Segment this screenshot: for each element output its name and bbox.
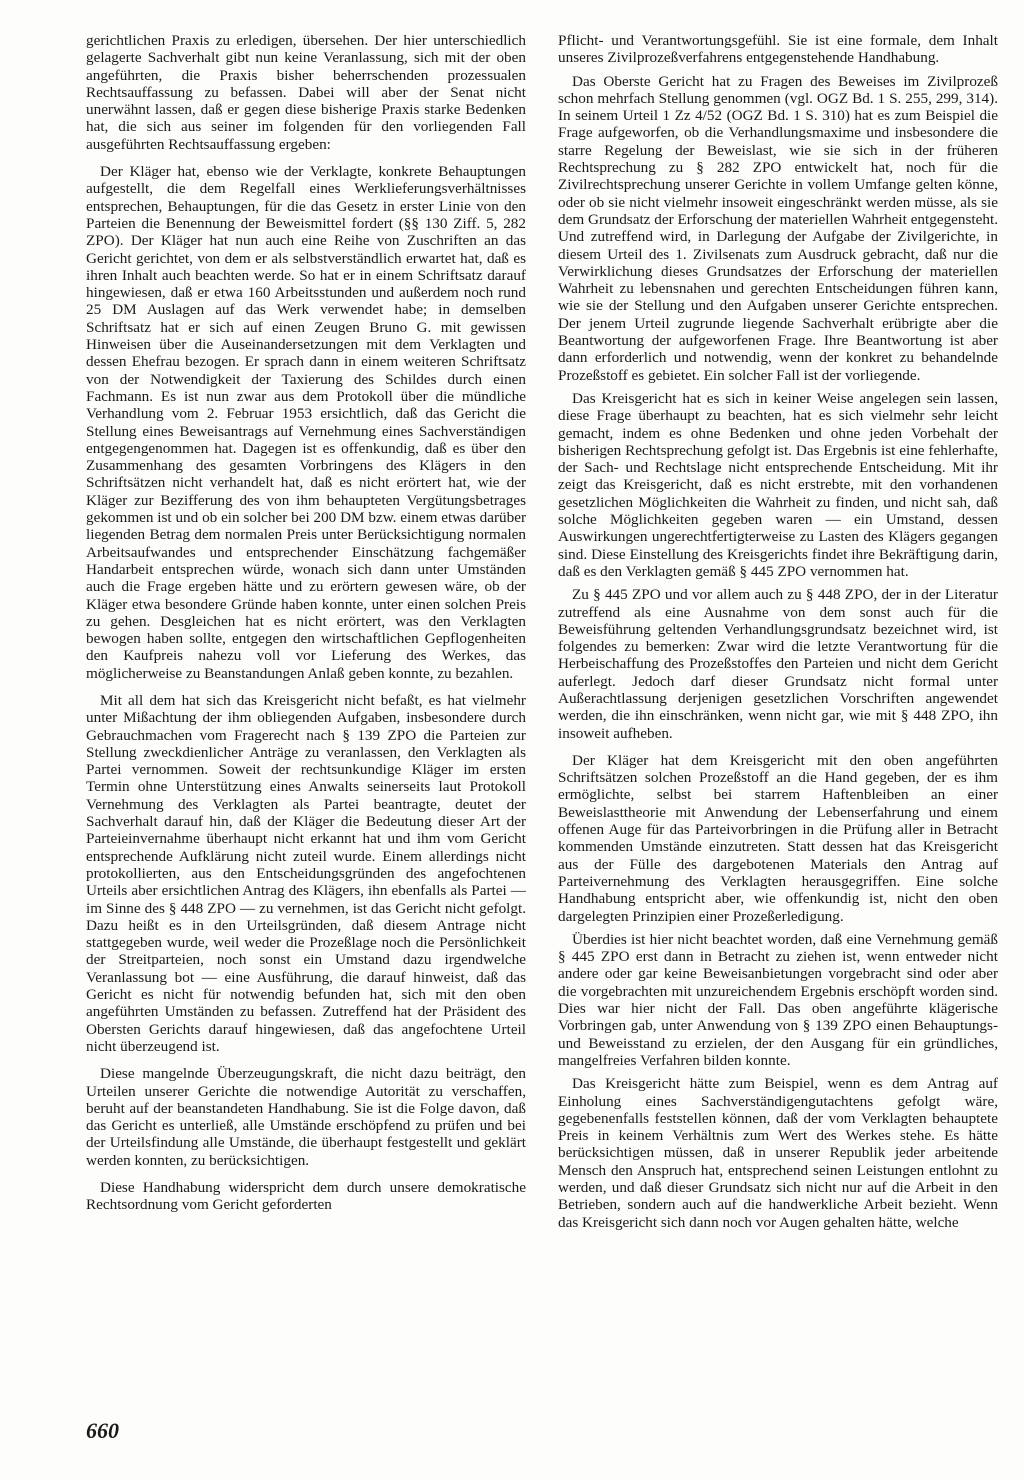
- right-text-column: [558, 32, 998, 1237]
- paragraph: gerichtlichen Praxis zu erledigen, übersehen. Der hier unterschiedlich gelagerte Sachverhalt gibt nun keine Veranlassung, sich mit der oben angeführten, die Praxis bisher beherrschenden prozessualen Rechtsauffassung zu befassen. Dabei will aber der Senat nicht unerwähnt lassen, daß er gegen diese bisherige Praxis starke Bedenken hat, die sich aus seiner im folgenden für den vorliegenden Fall ausgeführten Rechtsauffassung ergeben:: [86, 32, 526, 153]
- paragraph: Diese mangelnde Überzeugungskraft, die nicht dazu beiträgt, den Urteilen unserer Gerichte die notwendige Autorität zu verschaffen, beruht auf der beanstandeten Handhabung. Sie ist die Folge davon, daß das Gericht es unterließ, alle Umstände erschöpfend zu prüfen und bei der Urteilsfindung alle Umstände, die überhaupt festgestellt und geklärt werden konnten, zu berücksichtigen.: [86, 1065, 526, 1169]
- paragraph: Das Kreisgericht hat es sich in keiner Weise angelegen sein lassen, diese Frage überhaupt zu beachten, hat es sich vielmehr sehr leicht gemacht, indem es ohne Bedenken und ohne jeden Vorbehalt der bisherigen Rechtsprechung gefolgt ist. Das Ergebnis ist eine fehlerhafte, der Sach- und Rechtslage nicht entsprechende Entscheidung. Mit ihr zeigt das Kreisgericht, daß es nicht erstrebte, mit den vorhandenen gesetzlichen Möglichkeiten die Wahrheit zu finden, und nicht sah, daß solche Möglichkeiten gegeben waren — ein Umstand, dessen Auswirkungen ungerechtfertigterweise zu Lasten des Klägers gegangen sind. Diese Einstellung des Kreisgerichts findet ihre Bekräftigung darin, daß es den Verklagten gemäß § 445 ZPO vernommen hat.: [558, 389, 998, 580]
- page-number: 660: [86, 1418, 119, 1443]
- paragraph: Überdies ist hier nicht beachtet worden, daß eine Vernehmung gemäß § 445 ZPO erst dann in Betracht zu ziehen ist, wenn entweder nicht andere oder gar keine Beweisanbietungen vorgebracht sind oder aber die vorgebrachten mit unzureichendem Ergebnis erschöpft worden sind. Dies war hier nicht der Fall. Das oben angeführte klägerische Vorbringen gab, unter Anwendung von § 139 ZPO einen Behauptungs- und Beweisstand zu erzielen, der den Ausgang für ein gründliches, mangelfreies Verfahren bilden konnte.: [558, 930, 998, 1069]
- paragraph: Pflicht- und Verantwortungsgefühl. Sie ist eine formale, dem Inhalt unseres Zivilprozeßverfahrens entgegenstehende Handhabung.: [558, 32, 998, 67]
- paragraph: Zu § 445 ZPO und vor allem auch zu § 448 ZPO, der in der Literatur zutreffend als eine Ausnahme von dem sonst auch für die Beweisführung geltenden Verhandlungsgrundsatz bezeichnet wird, ist folgendes zu bemerken: Zwar wird die letzte Verantwortung für die Herbeischaffung des Prozeßstoffes den Parteien und nicht dem Gericht auferlegt. Jedoch darf dieser Grundsatz nicht formal unter Außerachtlassung derjenigen gesetzlichen Vorschriften angewendet werden, die ihn einschränken, wenn nicht gar, wie mit § 448 ZPO, ihn insoweit aufheben.: [558, 586, 998, 742]
- paragraph: Diese Handhabung widerspricht dem durch unsere demokratische Rechtsordnung vom Gericht geforderten: [86, 1179, 526, 1214]
- paragraph: Mit all dem hat sich das Kreisgericht nicht befaßt, es hat vielmehr unter Mißachtung der ihm obliegenden Aufgaben, insbesondere durch Gebrauchmachen vom Fragerecht nach § 139 ZPO die Parteien zur Stellung zweckdienlicher Anträge zu veranlassen, den Verklagten als Partei vernommen. Soweit der rechtsunkundige Kläger im ersten Termin ohne Unterstützung eines Anwalts seinerseits laut Protokoll Vernehmung des Verklagten als Partei beantragte, deutet der Sachverhalt darauf hin, daß der Kläger die Bedeutung dieser Art der Parteieinvernahme überhaupt nicht erkannt hat und ihm vom Gericht entsprechende Aufklärung nicht zuteil wurde. Einem allerdings nicht protokollierten, aus den Entscheidungsgründen des angefochtenen Urteils aber ersichtlichen Antrag des Klägers, ihn ebenfalls als Partei — im Sinne des § 448 ZPO — zu vernehmen, ist das Gericht nicht gefolgt. Dazu heißt es in den Urteilsgründen, daß diesem Antrage nicht stattgegeben wurde, weil weder die Prozeßlage noch die Persönlichkeit der Streitparteien, noch sonst ein Umstand dazu irgendwelche Veranlassung bot — eine Ausführung, die darauf hinweist, daß das Gericht es nicht für notwendig befunden hat, sich mit den oben angeführten Umständen zu befassen. Zutreffend hat der Präsident des Obersten Gerichts darauf hingewiesen, daß das angefochtene Urteil nicht überzeugend ist.: [86, 691, 526, 1055]
- paragraph: Der Kläger hat, ebenso wie der Verklagte, konkrete Behauptungen aufgestellt, die dem Regelfall eines Werklieferungsverhältnisses entsprechen, Behauptungen, für die das Gesetz in erster Linie von den Parteien die Benennung der Beweismittel fordert (§§ 130 Ziff. 5, 282 ZPO). Der Kläger hat nun auch eine Reihe von Zuschriften an das Gericht gerichtet, von dem er als selbstverständlich erwartet hat, daß es ihren Inhalt auch beachten werde. So hat er in einem Schriftsatz darauf hingewiesen, daß er etwa 160 Arbeitsstunden und außerdem noch rund 25 DM Auslagen auf das Werk verwendet habe; in demselben Schriftsatz hat er sich auf einen Zeugen Bruno G. mit gewissen Hinweisen über die Auseinandersetzungen mit dem Verklagten und dessen Ehefrau bezogen. Er sprach dann in einem weiteren Schriftsatz von der Notwendigkeit der Taxierung des Schildes durch einen Fachmann. Es ist nun zwar aus dem Protokoll über die mündliche Verhandlung vom 2. Februar 1953 ersichtlich, daß das Gericht die Stellung eines Beweisantrags auf Vernehmung eines Sachverständigen entgegengenommen hat. Dagegen ist es offenkundig, daß es über den Zusammenhang des gesamten Vorbringens des Klägers in den Schriftsätzen nicht verhandelt hat, daß es nicht erörtert hat, wie der Kläger zur Bezifferung des von ihm behaupteten Vergütungsbetrages gekommen ist und ob ein solcher bei 200 DM bzw. einem etwas darüber liegenden Betrag dem normalen Preis unter Berücksichtigung normalen Arbeitsaufwandes und entsprechender Einschätzung fachgemäßer Handarbeit entsprechen würde, wonach sich dann unter Umständen auch die Frage ergeben hätte und zu erörtern gewesen wäre, ob der Kläger etwa besondere Gründe haben konnte, unter einen solchen Preis zu gehen. Desgleichen hat es nicht erörtert, was den Verklagten bewogen haben sollte, entgegen den wirtschaftlichen Gepflogenheiten den Kaufpreis nahezu voll vor Lieferung des Werkes, das möglicherweise zu Beanstandungen Anlaß geben konnte, zu bezahlen.: [86, 163, 526, 682]
- left-text-column: [86, 32, 526, 1220]
- paragraph: Der Kläger hat dem Kreisgericht mit den oben angeführten Schriftsätzen solchen Prozeßstoff an die Hand gegeben, der es ihm ermöglichte, selbst bei starrem Haftenbleiben an einer Beweislasttheorie mit Anwendung der Lebenserfahrung und einem offenen Auge für das Parteivorbringen in die Prüfung aller in Betracht kommenden Umstände einzutreten. Statt dessen hat das Kreisgericht aus der Fülle des dargebotenen Materials den Antrag auf Parteivernehmung des Verklagten herausgegriffen. Eine solche Handhabung entspricht aber, wie offenkundig ist, nicht den oben dargelegten Prinzipien einer Prozeßerledigung.: [558, 751, 998, 925]
- paragraph: Das Kreisgericht hätte zum Beispiel, wenn es dem Antrag auf Einholung eines Sachverständigengutachtens gefolgt wäre, gegebenenfalls feststellen können, daß der vom Verklagten behauptete Preis in keinem Verhältnis zum Wert des Werkes stehe. Es hätte berücksichtigen müssen, daß in unserer Republik jeder arbeitende Mensch den Anspruch hat, entsprechend seinen Leistungen entlohnt zu werden, und daß dieser Grundsatz sich nicht nur auf die Arbeit in den Betrieben, sondern auch auf die handwerkliche Arbeit bezieht. Wenn das Kreisgericht sich dann noch vor Augen gehalten hätte, welche: [558, 1075, 998, 1231]
- paragraph: Das Oberste Gericht hat zu Fragen des Beweises im Zivilprozeß schon mehrfach Stellung genommen (vgl. OGZ Bd. 1 S. 255, 299, 314). In seinem Urteil 1 Zz 4/52 (OGZ Bd. 1 S. 310) hat es zum Beispiel die Frage aufgeworfen, ob die Verhandlungsmaxime und insbesondere die starre Regelung der Beweislast, wie sie sich in der früheren Rechtsprechung zu § 282 ZPO entwickelt hat, noch für die Zivilrechtsprechung unserer Gerichte in vollem Umfange gelten könne, oder ob sie nicht vielmehr insoweit eingeschränkt werden müsse, als sie dem Grundsatz der Erforschung der materiellen Wahrheit entgegensteht. Und zutreffend wird, in Darlegung der Aufgabe der Zivilgerichte, in diesem Urteil des 1. Zivilsenats zum Ausdruck gebracht, daß nur die Verwirklichung dieses Grundsatzes der Erforschung der materiellen Wahrheit zu lebensnahen und gerechten Entscheidungen führen kann, wie sie der Stellung und den Aufgaben unserer Gerichte entsprechen. Der jenem Urteil zugrunde liegende Sachverhalt erübrigte aber die Beantwortung der aufgeworfenen Frage. Ihre Beantwortung ist aber dann erforderlich und notwendig, wenn der konkret zu behandelnde Prozeßstoff es gebietet. Ein solcher Fall ist der vorliegende.: [558, 72, 998, 384]
